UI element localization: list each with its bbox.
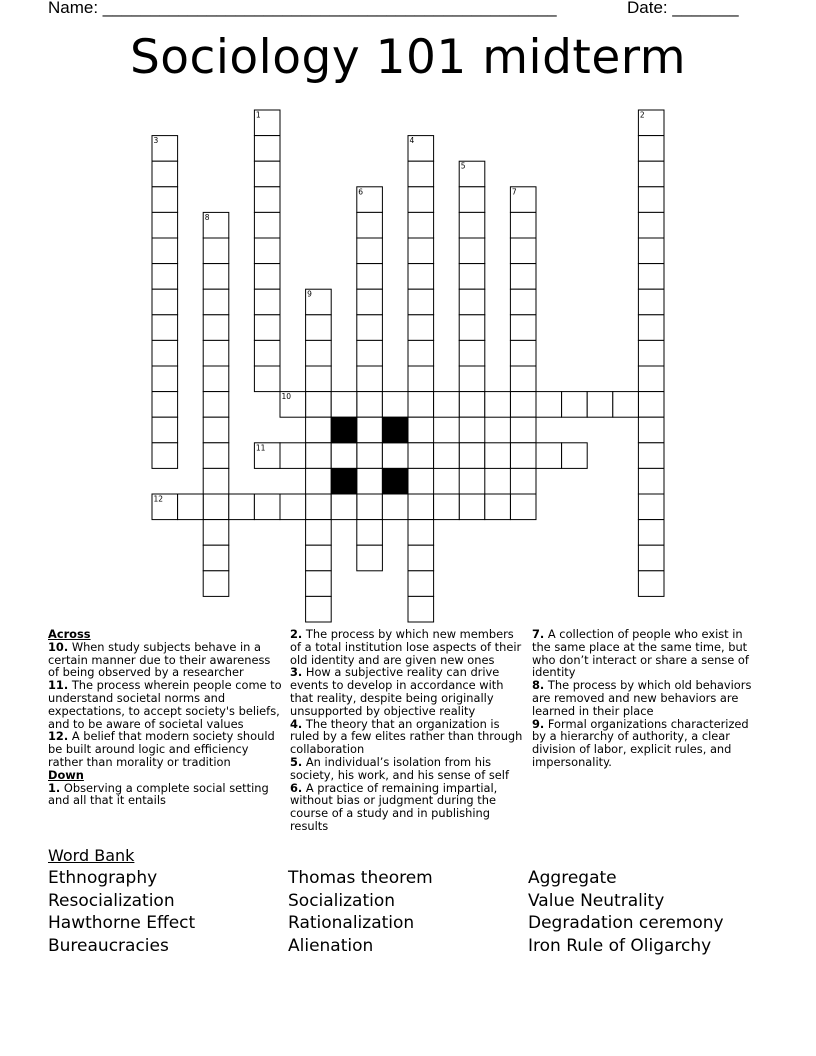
word-bank-item: Alienation [288,936,374,956]
grid-cell [203,571,229,597]
grid-cell [638,417,664,443]
grid-clue-number: 10 [281,392,292,402]
grid-cell [408,340,434,366]
grid-cell [638,136,664,162]
grid-cell [152,264,178,290]
clue-down-4: 4. The theory that an organization is ruled by a few elites rather than through collaboration [290,716,523,757]
grid-cell [459,315,485,341]
grid-cell [408,315,434,341]
grid-cell [510,417,536,443]
word-bank-item: Iron Rule of Oligarchy [528,936,712,956]
grid-clue-number: 1 [255,110,261,120]
grid-cell [331,494,357,520]
grid-cell [152,161,178,187]
grid-cell [152,417,178,443]
word-bank-item: Socialization [288,891,396,911]
date-field-label: Date: _______ [627,0,739,17]
grid-cell [459,289,485,315]
grid-cell [510,212,536,238]
grid-cell [562,443,588,469]
clue-column-3 [532,628,752,769]
grid-cell [408,520,434,546]
grid-cell [203,443,229,469]
grid-cell [254,161,280,187]
grid-cell [510,238,536,264]
grid-cell [408,212,434,238]
grid-cell [638,494,664,520]
grid-cell [408,596,434,622]
grid-cell [203,417,229,443]
word-bank-item: Value Neutrality [528,891,665,911]
clue-down-1: 1. Observing a complete social setting and all that it entails [48,780,269,808]
grid-cell [152,443,178,469]
grid-cell [638,571,664,597]
grid-cell [306,366,332,392]
grid-cell [459,494,485,520]
grid-cell [459,443,485,469]
grid-cell [459,187,485,213]
grid-cell-black [331,417,357,443]
clue-column-2 [290,628,526,833]
clue-across-11: 11. The process wherein people come to understand societal norms and expectations, to accept society's beliefs, and to be aware of societal values [48,678,282,731]
grid-cell [331,392,357,418]
grid-cell [638,212,664,238]
grid-cell [203,366,229,392]
grid-cell [254,238,280,264]
word-bank-item: Aggregate [528,868,617,888]
clue-down-8: 8. The process by which old behaviors are removed and new behaviors are learned in their place [532,678,752,718]
grid-cell [408,187,434,213]
grid-cell [638,264,664,290]
grid-cell [357,212,383,238]
grid-cell [306,340,332,366]
word-bank-title: Word Bank [48,846,135,865]
grid-cell [254,212,280,238]
clue-across-10: 10. When study subjects behave in a certain manner due to their awareness of being observed by a researcher [48,639,271,680]
grid-cell [178,494,204,520]
grid-cell [510,443,536,469]
grid-cell [408,571,434,597]
word-bank-item: Hawthorne Effect [48,913,196,933]
grid-cell [203,520,229,546]
grid-cell [203,264,229,290]
grid-cell [152,340,178,366]
grid-cell [562,392,588,418]
grid-cell [408,443,434,469]
grid-cell [306,494,332,520]
grid-cell [254,136,280,162]
grid-cell [510,468,536,494]
grid-cell [408,468,434,494]
grid-cell [280,494,306,520]
grid-cell [510,340,536,366]
grid-cell [152,392,178,418]
grid-cell [306,571,332,597]
grid-cell [306,315,332,341]
grid-cell [459,340,485,366]
grid-cell [152,315,178,341]
grid-cell-black [331,468,357,494]
grid-cell [357,238,383,264]
grid-cell [306,392,332,418]
grid-cell [408,264,434,290]
clue-down-5: 5. An individual’s isolation from his society, his work, and his sense of self [290,754,509,782]
grid-cell [459,468,485,494]
grid-cell [510,392,536,418]
grid-cell [357,468,383,494]
grid-cell [152,289,178,315]
grid-cell [638,443,664,469]
grid-cell [203,238,229,264]
word-bank-item: Thomas theorem [288,868,433,888]
word-bank-item: Bureaucracies [48,936,169,956]
grid-cell [459,366,485,392]
grid-cell [459,264,485,290]
grid-cell [638,468,664,494]
word-bank-item: Ethnography [48,868,158,888]
grid-cell [357,520,383,546]
grid-cell-black [382,417,408,443]
grid-cell [254,340,280,366]
grid-cell [254,494,280,520]
grid-cell [152,238,178,264]
page-title: Sociology 101 midterm [129,30,687,85]
grid-cell [152,187,178,213]
grid-cell [434,443,460,469]
grid-cell [408,161,434,187]
grid-cell [254,289,280,315]
word-bank-item: Rationalization [288,913,415,933]
grid-cell [203,494,229,520]
across-heading: Across [48,627,91,641]
grid-clue-number: 3 [153,136,159,146]
grid-cell [485,392,511,418]
grid-clue-number: 2 [639,110,645,120]
grid-cell [459,212,485,238]
grid-cell [357,264,383,290]
grid-clue-number: 4 [409,136,415,146]
grid-cell [229,494,255,520]
clue-down-7: 7. A collection of people who exist in the same place at the same time, but who don’t interact or share a sense of identity [532,627,749,680]
grid-cell [536,392,562,418]
grid-cell [357,289,383,315]
grid-cell [408,545,434,571]
grid-cell [306,520,332,546]
grid-cell [510,289,536,315]
grid-cell [638,392,664,418]
grid-cell [254,264,280,290]
grid-cell [331,443,357,469]
grid-cell [408,417,434,443]
grid-cell [382,494,408,520]
grid-clue-number: 7 [511,187,517,197]
grid-cell [280,443,306,469]
grid-cell [638,289,664,315]
grid-cell [254,366,280,392]
grid-cell [587,392,613,418]
grid-cell [254,187,280,213]
grid-clue-number: 12 [153,494,164,504]
grid-cell [638,315,664,341]
grid-cell [485,443,511,469]
grid-cell [357,392,383,418]
grid-cell [306,596,332,622]
grid-cell [408,238,434,264]
grid-cell [357,315,383,341]
grid-clue-number: 8 [204,212,210,222]
grid-cell [152,366,178,392]
grid-cell [638,366,664,392]
grid-cell [638,187,664,213]
grid-cell [357,417,383,443]
grid-cell [638,545,664,571]
grid-cell [306,545,332,571]
grid-cell [510,264,536,290]
grid-cell [254,315,280,341]
grid-cell [357,443,383,469]
name-field-label: Name: ________________________________________________ [48,0,557,17]
grid-clue-number: 6 [358,187,364,197]
grid-cell [203,340,229,366]
grid-cell [152,212,178,238]
grid-cell [203,392,229,418]
grid-cell [459,238,485,264]
clue-column-1 [48,628,284,807]
grid-cell [638,161,664,187]
clue-down-2: 2. The process by which new members of a total institution lose aspects of their old identity and are given new ones [290,627,522,667]
grid-cell [510,366,536,392]
grid-cell [306,417,332,443]
clue-down-9: 9. Formal organizations characterized by a hierarchy of authority, a clear division of labor, explicit rules, and impersonality. [532,716,749,769]
grid-cell [434,392,460,418]
grid-cell [408,366,434,392]
grid-cell [357,366,383,392]
grid-clue-number: 9 [307,289,312,299]
grid-cell [203,315,229,341]
grid-cell [408,289,434,315]
grid-cell [485,494,511,520]
clue-down-3: 3. How a subjective reality can drive events to develop in accordance with that reality, despite being originally unsupported by objective reality [290,665,504,718]
grid-cell [613,392,639,418]
grid-cell [203,545,229,571]
grid-cell [408,392,434,418]
grid-cell [203,468,229,494]
grid-cell [382,392,408,418]
grid-cell [459,392,485,418]
grid-cell-black [382,468,408,494]
grid-cell [510,315,536,341]
clue-across-12: 12. A belief that modern society should be built around logic and efficiency rather than morality or tradition [48,729,275,769]
word-bank-item: Degradation ceremony [528,913,724,933]
grid-cell [510,494,536,520]
grid-cell [357,494,383,520]
down-heading: Down [48,767,84,782]
grid-cell [357,545,383,571]
grid-cell [408,494,434,520]
grid-cell [306,468,332,494]
grid-cell [638,238,664,264]
grid-clue-number: 5 [460,161,466,171]
grid-cell [536,443,562,469]
grid-cell [459,417,485,443]
grid-cell [357,340,383,366]
grid-cell [434,494,460,520]
grid-cell [306,443,332,469]
grid-cell [382,443,408,469]
grid-cell [638,520,664,546]
word-bank-item: Resocialization [48,891,175,911]
grid-cell [203,289,229,315]
clue-down-6: 6. A practice of remaining impartial, without bias or judgment during the course of a study and in publishing results [290,780,498,833]
grid-clue-number: 11 [255,443,266,453]
grid-cell [638,340,664,366]
